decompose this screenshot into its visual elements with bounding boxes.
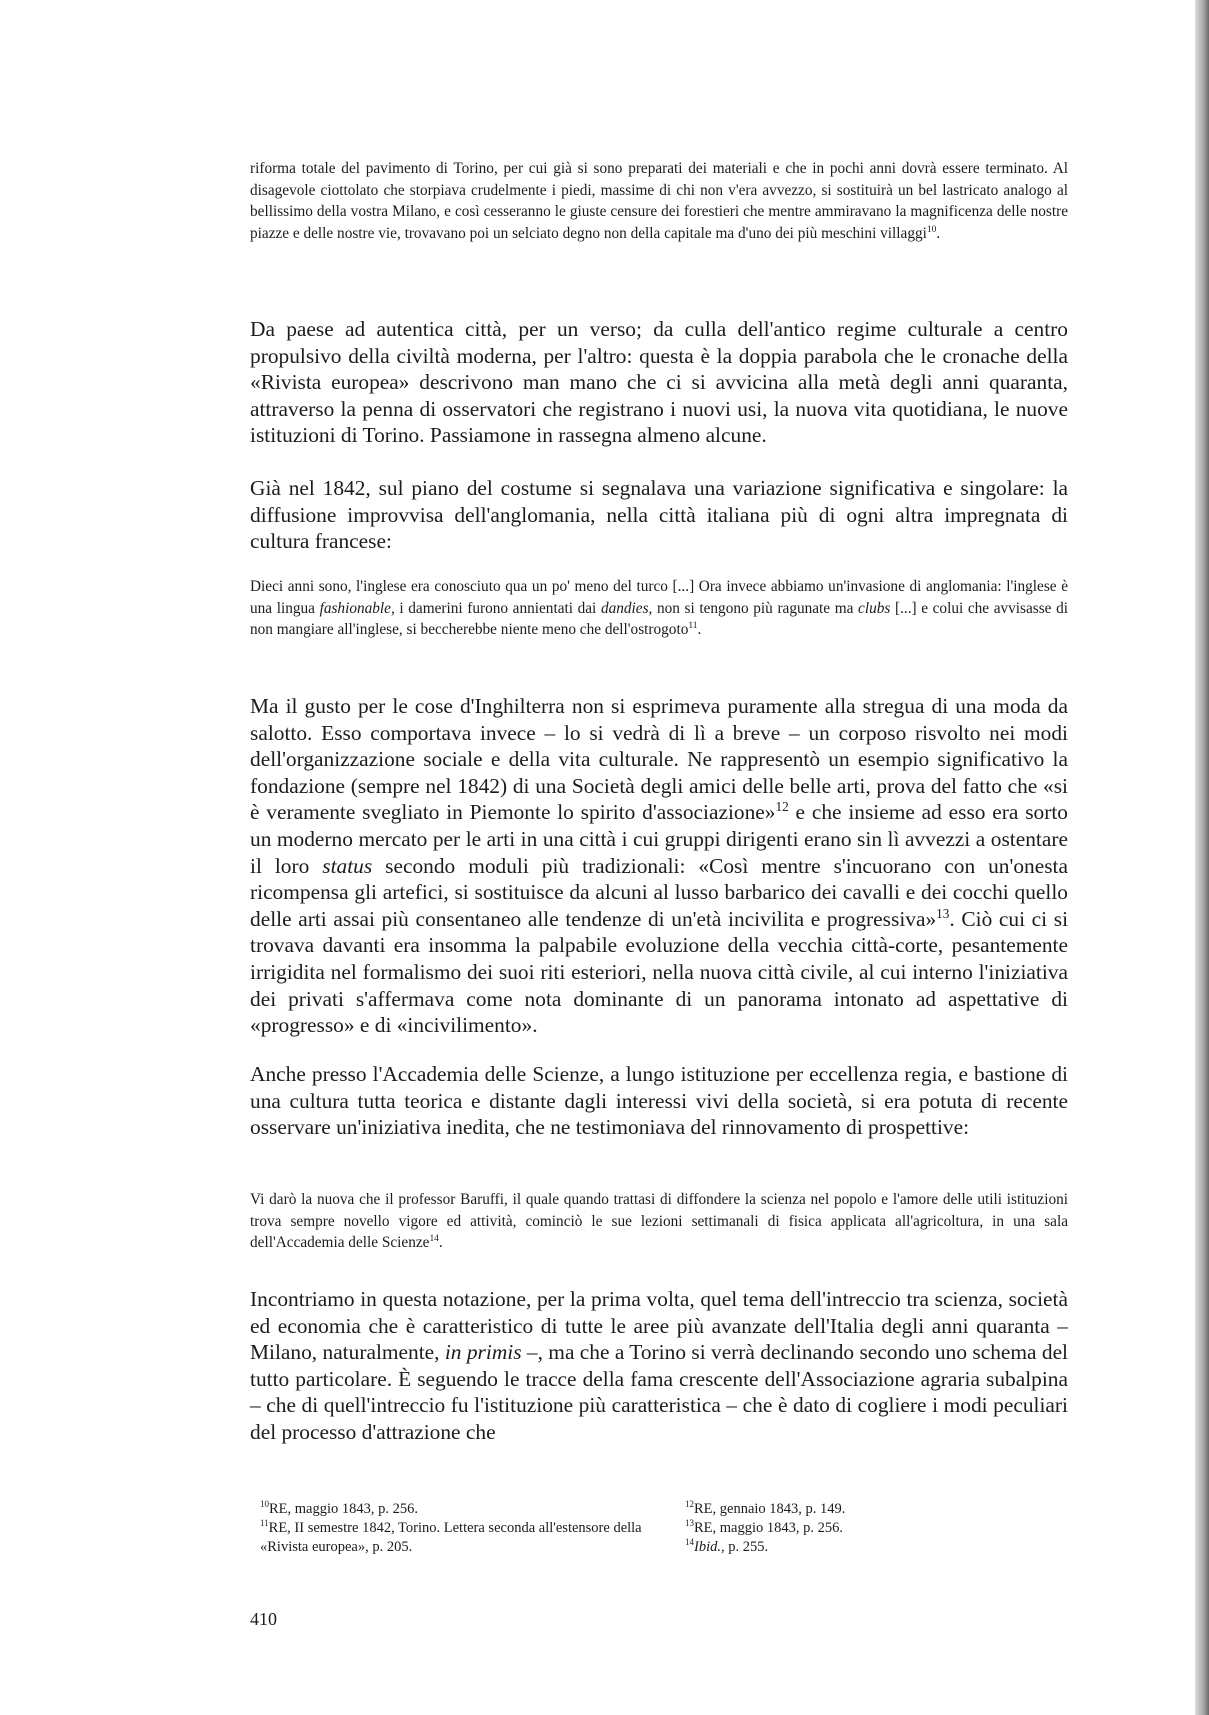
quote-2-text-3: , non si tengono più ragunate ma [648, 599, 859, 617]
paragraph-3-text-1: Ma il gusto per le cose d'Inghilterra non si esprimeva puramente alla stregua di una moda da salotto. Esso comportava invece – lo si vedrà di lì a breve – un corposo risvolto nei modi dell'organizzazione sociale e della vita culturale. Ne rappresentò un esempio significativo la fondazione (sempre nel 1842) di una Società degli amici delle belle arti, prova del fatto che «si è veramente svegliato in Piemonte lo spirito d'associazione» [250, 694, 1068, 825]
paragraph-3-text-2: e che insieme ad esso era sorto un moderno mercato per le arti in una città i cui gruppi dirigenti erano sin lì avvezzi a ostentare il loro [250, 800, 1068, 878]
page-number: 410 [250, 1609, 277, 1629]
block-quote-3: Vi darò la nuova che il professor Baruffi, il quale quando trattasi di diffondere la scienza nel popolo e l'amore delle utili istituzioni trova sempre novello vigore ed attività, cominciò le sue lezioni settimanali di fisica applicata all'agricoltura, in una sala dell'Accademia delle Scienze$^{14}$. [250, 1191, 1068, 1252]
paragraph-1 [250, 316, 1068, 449]
paragraph-3-italic-status: status [322, 853, 373, 878]
quote-2-text-1: Dieci anni sono, l'inglese era conosciuto qua un po' meno del turco [...] Ora invece abbiamo un'invasione di anglomania: l'inglese è una lingua [250, 578, 1068, 617]
block-quote-2: Dieci anni sono, l'inglese era conosciuto qua un po' meno del turco [...] Ora invece abbiamo un'invasione di anglomania: l'inglese è una lingua fashionable, i damerini furono annientati dai dandies, non si tengono più ragunate ma clubs [...] e colui che avvisasse di non mangiare all'inglese, si beccherebbe niente meno che dell'ostrogoto$^{11}$. [250, 578, 1068, 639]
paragraph-5-italic-in-primis: in primis [444, 1340, 522, 1365]
footnote-13: $^{13}$RE, maggio 1843, p. 256. [685, 1518, 844, 1536]
quote-2-italic-fashionable: fashionable [319, 599, 391, 617]
paragraph-3-text-3: secondo moduli più tradizionali: «Così mentre s'incuorano con un'onesta ricompensa gli artefici, si sostituisce da alcuni al lusso barbarico dei cavalli e dei cocchi quello delle arti assai più consentaneo alle tendenze di un'età incivilita e progressiva» [250, 853, 1068, 931]
paragraph-3-text-4: . Ciò cui ci si trovava davanti era insomma la palpabile evoluzione della vecchia città-corte, pesantemente irrigidita nel formalismo dei suoi riti esteriori, nella nuova città civile, al cui interno l'iniziativa dei privati s'affermava come nota dominante di un panorama intonato ad aspettative di «progresso» e di «incivilimento». [250, 906, 1069, 1038]
paragraph-2 [250, 475, 1068, 555]
footnotes-right [685, 1500, 1065, 1557]
paragraph-5-text-2: –, ma che a Torino si verrà declinando secondo uno schema del tutto particolare. È seguendo le tracce della fama crescente dell'Associazione agraria subalpina – che di quell'intreccio fu l'istituzione più caratteristica – che è dato di cogliere i modi peculiari del processo d'attrazione che [250, 1340, 1069, 1444]
quote-2-text-4: [...] e colui che avvisasse di non mangiare all'inglese, si beccherebbe niente meno che dell'ostrogoto [250, 599, 1068, 639]
footnotes-left [260, 1500, 650, 1557]
quote-2-italic-clubs: clubs [858, 599, 891, 617]
quote-1-text: riforma totale del pavimento di Torino, per cui già si sono preparati dei materiali e che in pochi anni dovrà essere terminato. Al disagevole ciottolato che storpiava crudelmente i piedi, massime di chi non v'era avvezzo, si sostituirà un bel lastricato analogo al bellissimo della vostra Milano, e così cesseranno le giuste censure dei forestieri che mentre ammiravano la magnificenza delle nostre piazze e delle nostre vie, trovavano poi un selciato degno non della capitale ma d'uno dei più meschini villaggi [250, 160, 1068, 242]
footnote-10: $^{10}$RE, maggio 1843, p. 256. [260, 1499, 419, 1517]
paragraph-2-text: Già nel 1842, sul piano del costume si segnalava una variazione significativa e singolare: la diffusione improvvisa dell'anglomania, nella città italiana più di ogni altra impregnata di cultura francese: [250, 476, 1068, 554]
quote-2-text-2: , i damerini furono annientati dai [390, 599, 601, 617]
footnote-14: $^{14}$Ibid., p. 255. [685, 1537, 769, 1555]
quote-3-text: Vi darò la nuova che il professor Baruffi, il quale quando trattasi di diffondere la scienza nel popolo e l'amore delle utili istituzioni trova sempre novello vigore ed attività, cominciò le sue lezioni settimanali di fisica applicata all'agricoltura, in una sala dell'Accademia delle Scienze [250, 1191, 1068, 1252]
footnote-11: $^{11}$RE, II semestre 1842, Torino. Lettera seconda all'estensore della «Rivista europea», p. 205. [260, 1518, 642, 1555]
page-edge-shadow [1195, 0, 1209, 1715]
quote-2-italic-dandies: dandies [600, 599, 649, 617]
footnote-ref-11[interactable]: 11 [688, 621, 698, 632]
paragraph-4-text: Anche presso l'Accademia delle Scienze, a lungo istituzione per eccellenza regia, e bastione di una cultura tutta teorica e distante dagli interessi vivi della società, si era potuta di recente osservare un'iniziativa inedita, che ne testimoniava del rinnovamento di prospettive: [250, 1062, 1068, 1140]
paragraph-1-text: Da paese ad autentica città, per un verso; da culla dell'antico regime culturale a centro propulsivo della civiltà moderna, per l'altro: questa è la doppia parabola che le cronache della «Rivista europea» descrivono man mano che ci si avvicina alla metà degli anni quaranta, attraverso la penna di osservatori che registrano i nuovi usi, la nuova vita quotidiana, le nuove istituzioni di Torino. Passiamone in rassegna almeno alcune. [250, 317, 1068, 448]
paragraph-3 [250, 693, 1068, 1039]
paragraph-5 [250, 1286, 1068, 1446]
footnote-ref-10[interactable]: 10 [926, 224, 937, 235]
footnote-12: $^{12}$RE, gennaio 1843, p. 149. [685, 1499, 846, 1517]
footnote-ref-14[interactable]: 14 [429, 1234, 439, 1245]
footnote-ref-12[interactable]: 12 [775, 799, 789, 815]
block-quote-1: riforma totale del pavimento di Torino, per cui già si sono preparati dei materiali e che in pochi anni dovrà essere terminato. Al disagevole ciottolato che storpiava crudelmente i piedi, massime di chi non v'era avvezzo, si sostituirà un bel lastricato analogo al bellissimo della vostra Milano, e così cesseranno le giuste censure dei forestieri che mentre ammiravano la magnificenza delle nostre piazze e delle nostre vie, trovavano poi un selciato degno non della capitale ma d'uno dei più meschini villaggi$^{10}$. [250, 160, 1068, 242]
paragraph-5-text-1: Incontriamo in questa notazione, per la prima volta, quel tema dell'intreccio tra scienza, società ed economia che è caratteristico di tutte le aree più avanzate dell'Italia degli anni quaranta – Milano, naturalmente, [250, 1287, 1068, 1365]
paragraph-4 [250, 1061, 1068, 1141]
footnote-ref-13[interactable]: 13 [936, 905, 950, 921]
